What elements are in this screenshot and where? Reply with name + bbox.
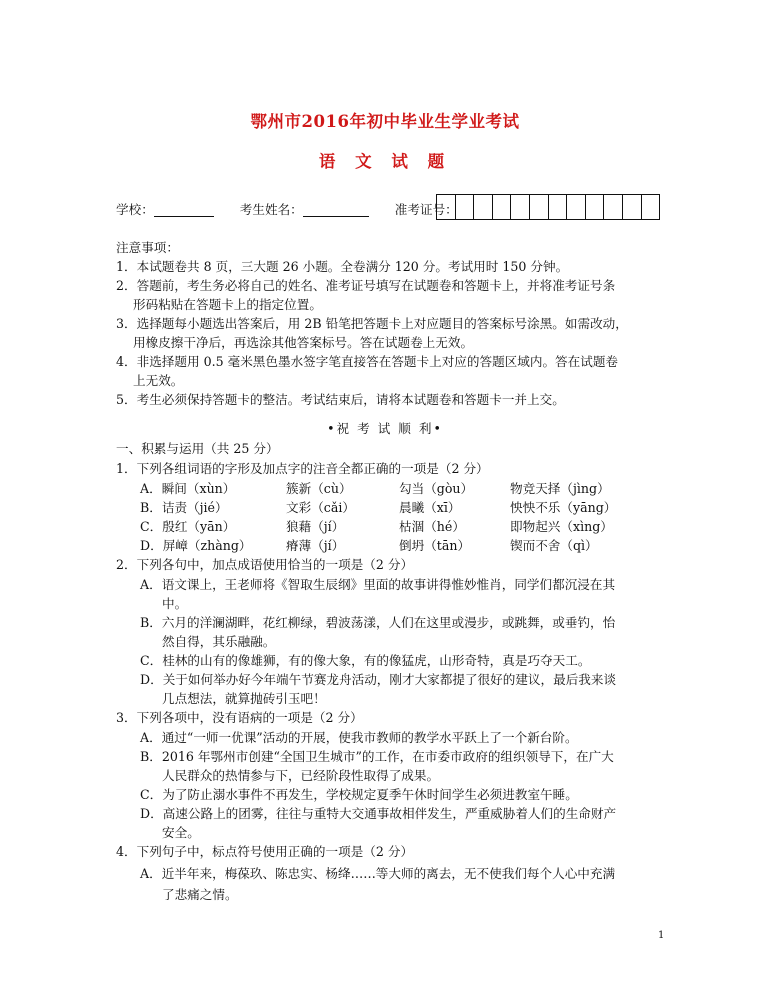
option-line: C．为了防止溺水事件不再发生，学校规定夏季午休时间学生必须进教室午睡。 [140,787,578,802]
option-d-1: D．屏嶂（zhàng） [140,538,252,553]
id-box[interactable] [548,194,568,220]
option-line: 人民群众的热情参与下，已经阶段性取得了成果。 [162,768,440,783]
id-box[interactable] [492,194,512,220]
exam-id-boxes[interactable] [437,194,660,220]
id-label: 准考证号： [394,202,458,217]
option-line: 了悲痛之情。 [162,887,238,902]
notice-line: 3．选择题每小题选出答案后，用 2B 铅笔把答题卡上对应题目的答案标号涂黑。如需改动， [116,316,628,331]
option-c-2: 狼藉（jí） [286,519,345,534]
option-line: A．近半年来，梅葆玖、陈忠实、杨绛……等大师的离去，无不使我们每个人心中充满 [140,866,616,881]
id-box[interactable] [641,194,661,220]
question-stem: 3．下列各项中，没有语病的一项是（2 分） [116,710,363,725]
option-line: 几点想法，就算抛砖引玉吧！ [162,691,326,706]
option-a-1: A．瞬间（xùn） [140,481,236,496]
question-stem: 1．下列各组词语的字形及加点字的注音全都正确的一项是（2 分） [116,461,489,476]
option-line: D．关于如何举办好今年端午节赛龙舟活动，刚才大家都提了很好的建议，最后我来谈 [140,672,617,687]
notice-heading: 注意事项： [116,240,179,255]
option-line: 然自得，其乐融融。 [162,634,276,649]
option-line: B．六月的洋澜湖畔，花红柳绿，碧波荡漾，人们在这里或漫步，或跳舞，或垂钓，怡 [140,615,616,630]
notice-line: 形码粘贴在答题卡上的指定位置。 [133,297,322,312]
id-box[interactable] [622,194,642,220]
option-d-4: 锲而不舍（qì） [510,538,598,553]
option-b-3: 晨曦（xī） [399,500,461,515]
option-d-2: 瘠薄（jí） [286,538,345,553]
option-a-3: 勾当（gòu） [399,481,474,496]
notice-line: 用橡皮擦干净后，再选涂其他答案标号。答在试题卷上无效。 [133,335,474,350]
school-field[interactable] [154,202,214,217]
option-line: A．语文课上，王老师将《智取生辰纲》里面的故事讲得惟妙惟肖，同学们都沉浸在其 [140,577,616,592]
notice-line: 4．非选择题用 0.5 毫米黑色墨水签字笔直接答在答题卡上对应的答题区域内。答在试题卷 [116,354,619,369]
option-c-3: 枯涸（hé） [399,519,465,534]
option-line: 中。 [162,596,188,611]
page-number: 1 [658,930,665,941]
id-box[interactable] [436,194,456,220]
option-line: A．通过“一师一优课”活动的开展，使我市教师的教学水平跃上了一个新台阶。 [140,730,578,745]
option-line: D．高速公路上的团雾，往往与重特大交通事故相伴发生，严重威胁着人们的生命财产 [140,806,617,821]
option-line: 安全。 [162,825,200,840]
id-box[interactable] [585,194,605,220]
question-stem: 2．下列各句中，加点成语使用恰当的一项是（2 分） [116,557,414,572]
id-box[interactable] [510,194,530,220]
option-b-2: 文彩（cǎi） [286,500,355,515]
school-label: 学校： [116,202,154,217]
blessing: •祝 考 试 顺 利• [327,421,443,436]
section-heading: 一、积累与运用（共 25 分） [116,441,279,456]
name-field[interactable] [303,202,369,217]
id-box[interactable] [603,194,623,220]
option-a-2: 簇新（cù） [286,481,352,496]
option-b-4: 怏怏不乐（yāng） [510,500,617,515]
option-d-3: 倒坍（tān） [399,538,471,553]
option-a-4: 物竞天择（jìng） [510,481,610,496]
exam-subtitle: 语 文 试 题 [318,152,452,171]
id-box[interactable] [455,194,475,220]
option-line: C．桂林的山有的像雄狮，有的像大象，有的像猛虎，山形奇特，真是巧夺天工。 [140,653,591,668]
notice-line: 5．考生必须保持答题卡的整洁。考试结束后，请将本试题卷和答题卡一并上交。 [116,392,565,407]
notice-line: 2．答题前，考生务必将自己的姓名、准考证号填写在试题卷和答题卡上，并将准考证号条 [116,278,616,293]
question-stem: 4．下列句子中，标点符号使用正确的一项是（2 分） [116,844,414,859]
notice-line: 1．本试题卷共 8 页，三大题 26 小题。全卷满分 120 分。考试用时 150 分钟。 [116,259,569,274]
option-b-1: B．诘责（jié） [140,500,228,515]
exam-title: 鄂州市2016年初中毕业生学业考试 [250,112,520,131]
id-box[interactable] [566,194,586,220]
id-box[interactable] [529,194,549,220]
option-c-4: 即物起兴（xìng） [510,519,613,534]
option-line: B．2016 年鄂州市创建“全国卫生城市”的工作，在市委市政府的组织领导下，在广大 [140,749,614,764]
candidate-info-row [116,201,458,219]
notice-line: 上无效。 [133,373,184,388]
option-c-1: C．殷红（yān） [140,519,236,534]
name-label: 考生姓名： [239,202,303,217]
id-box[interactable] [473,194,493,220]
